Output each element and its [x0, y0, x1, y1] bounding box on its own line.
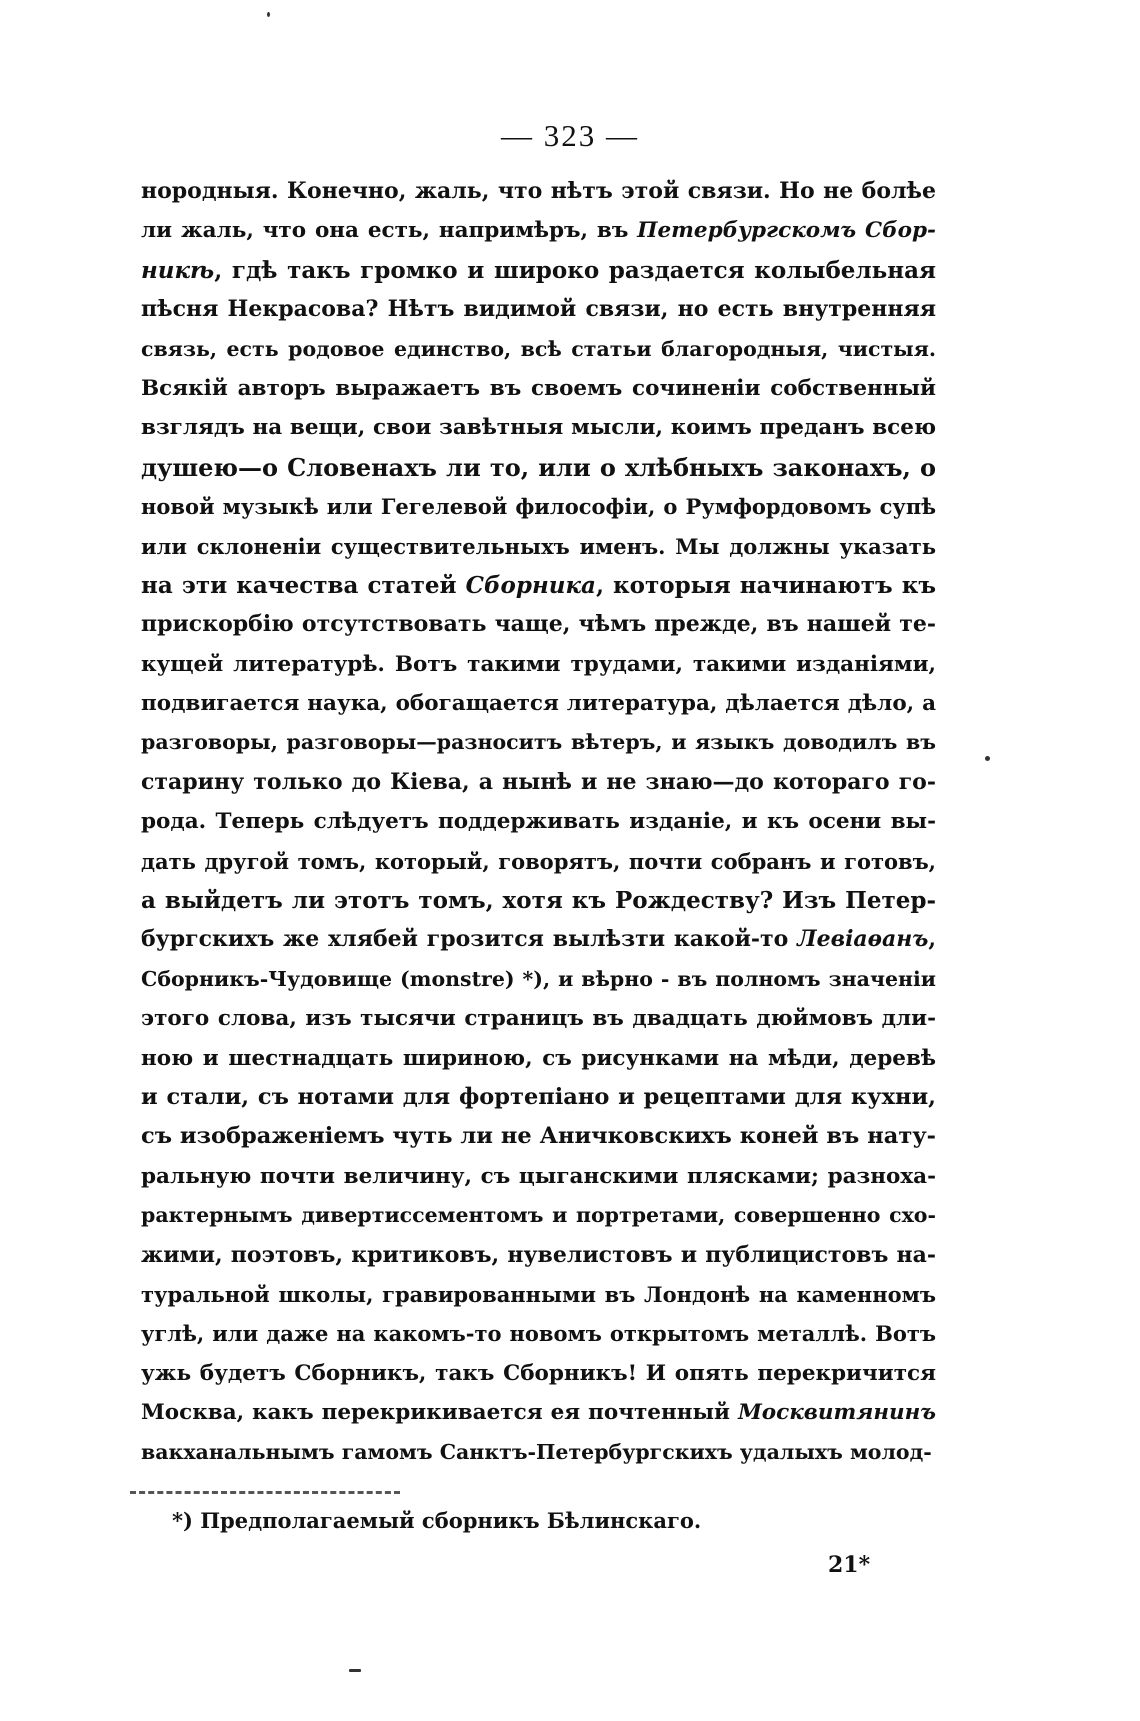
text-line: рода. Теперь слѣдуетъ поддерживать изданіе, и къ осени вы-	[141, 809, 936, 835]
text-line: новой музыкѣ или Гегелевой философіи, о Румфордовомъ супѣ	[141, 494, 936, 520]
text-line: ли жаль, что она есть, напримѣръ, въ Петербургскомъ Сбор-	[141, 218, 936, 244]
text-line: ральную почти величину, съ цыганскими плясками; разноха-	[141, 1163, 936, 1189]
text-line: старину только до Кіева, а нынѣ и не знаю—до котораго го-	[141, 768, 936, 795]
text-line: ужь будетъ Сборникъ, такъ Сборникъ! И опять перекричится	[141, 1360, 936, 1386]
text-line: прискорбію отсутствовать чаще, чѣмъ прежде, въ нашей те-	[141, 611, 936, 638]
text-line: или склоненіи существительныхъ именъ. Мы должны указать	[141, 533, 936, 559]
text-line: этого слова, изъ тысячи страницъ въ двадцать дюймовъ дли-	[141, 1006, 936, 1032]
text-line: пѣсня Некрасова? Нѣтъ видимой связи, но есть внутренняя	[141, 296, 936, 323]
text-line: съ изображеніемъ чуть ли не Аничковскихъ коней въ нату-	[141, 1123, 936, 1150]
page-speck	[349, 1669, 361, 1672]
text-line: связь, есть родовое единство, всѣ статьи благородныя, чистыя.	[141, 336, 936, 361]
page-number: — 323 —	[501, 118, 639, 153]
text-line: рактернымъ дивертиссементомъ и портретами, совершенно схо-	[141, 1203, 936, 1228]
text-line: взглядъ на вещи, свои завѣтныя мысли, коимъ преданъ всею	[141, 415, 936, 441]
text-line: ною и шестнадцать шириною, съ рисунками на мѣди, деревѣ	[141, 1045, 936, 1071]
text-line: а выйдетъ ли этотъ томъ, хотя къ Рождеству? Изъ Петер-	[141, 887, 936, 915]
text-line: дать другой томъ, который, говорятъ, почти собранъ и готовъ,	[141, 848, 936, 874]
text-line: душею—о Словенахъ ли то, или о хлѣбныхъ законахъ, о	[141, 452, 936, 482]
text-line: жими, поэтовъ, критиковъ, нувелистовъ и публицистовъ на-	[141, 1241, 936, 1268]
page-speck	[267, 12, 270, 17]
text-line: никѣ, гдѣ такъ громко и широко раздается колыбельная	[141, 256, 936, 284]
text-line: Москва, какъ перекрикивается ея почтенный Москвитянинъ	[141, 1400, 936, 1426]
text-line: бургскихъ же хлябей грозится вылѣзти какой-то Левіаѳанъ,	[141, 926, 936, 953]
text-line: кущей литературѣ. Вотъ такими трудами, такими изданіями,	[141, 651, 936, 677]
footnote-rule	[130, 1491, 400, 1494]
text-line: туральной школы, гравированными въ Лондонѣ на каменномъ	[141, 1281, 936, 1307]
text-line: углѣ, или даже на какомъ-то новомъ открытомъ металлѣ. Вотъ	[141, 1321, 936, 1347]
text-line: нородныя. Конечно, жаль, что нѣтъ этой связи. Но не болѣе	[141, 178, 936, 204]
text-line: и стали, съ нотами для фортепіано и рецептами для кухни,	[141, 1083, 936, 1110]
footnote: *) Предполагаемый сборникъ Бѣлинскаго.	[172, 1508, 702, 1533]
page-speck	[985, 756, 990, 761]
text-line: Всякій авторъ выражаетъ въ своемъ сочиненіи собственный	[141, 375, 936, 401]
text-line: на эти качества статей Сборника, которыя начинаютъ къ	[141, 571, 936, 599]
signature-mark: 21*	[828, 1552, 871, 1578]
text-line: разговоры, разговоры—разноситъ вѣтеръ, и языкъ доводилъ въ	[141, 730, 936, 755]
text-line: подвигается наука, обогащается литература, дѣлается дѣло, а	[141, 691, 936, 717]
text-line: Сборникъ-Чудовище (monstre) *), и вѣрно - въ полномъ значеніи	[141, 966, 936, 991]
text-line: вакханальнымъ гамомъ Санктъ-Петербургскихъ удалыхъ молод-	[141, 1439, 932, 1464]
body-text	[141, 172, 936, 1472]
